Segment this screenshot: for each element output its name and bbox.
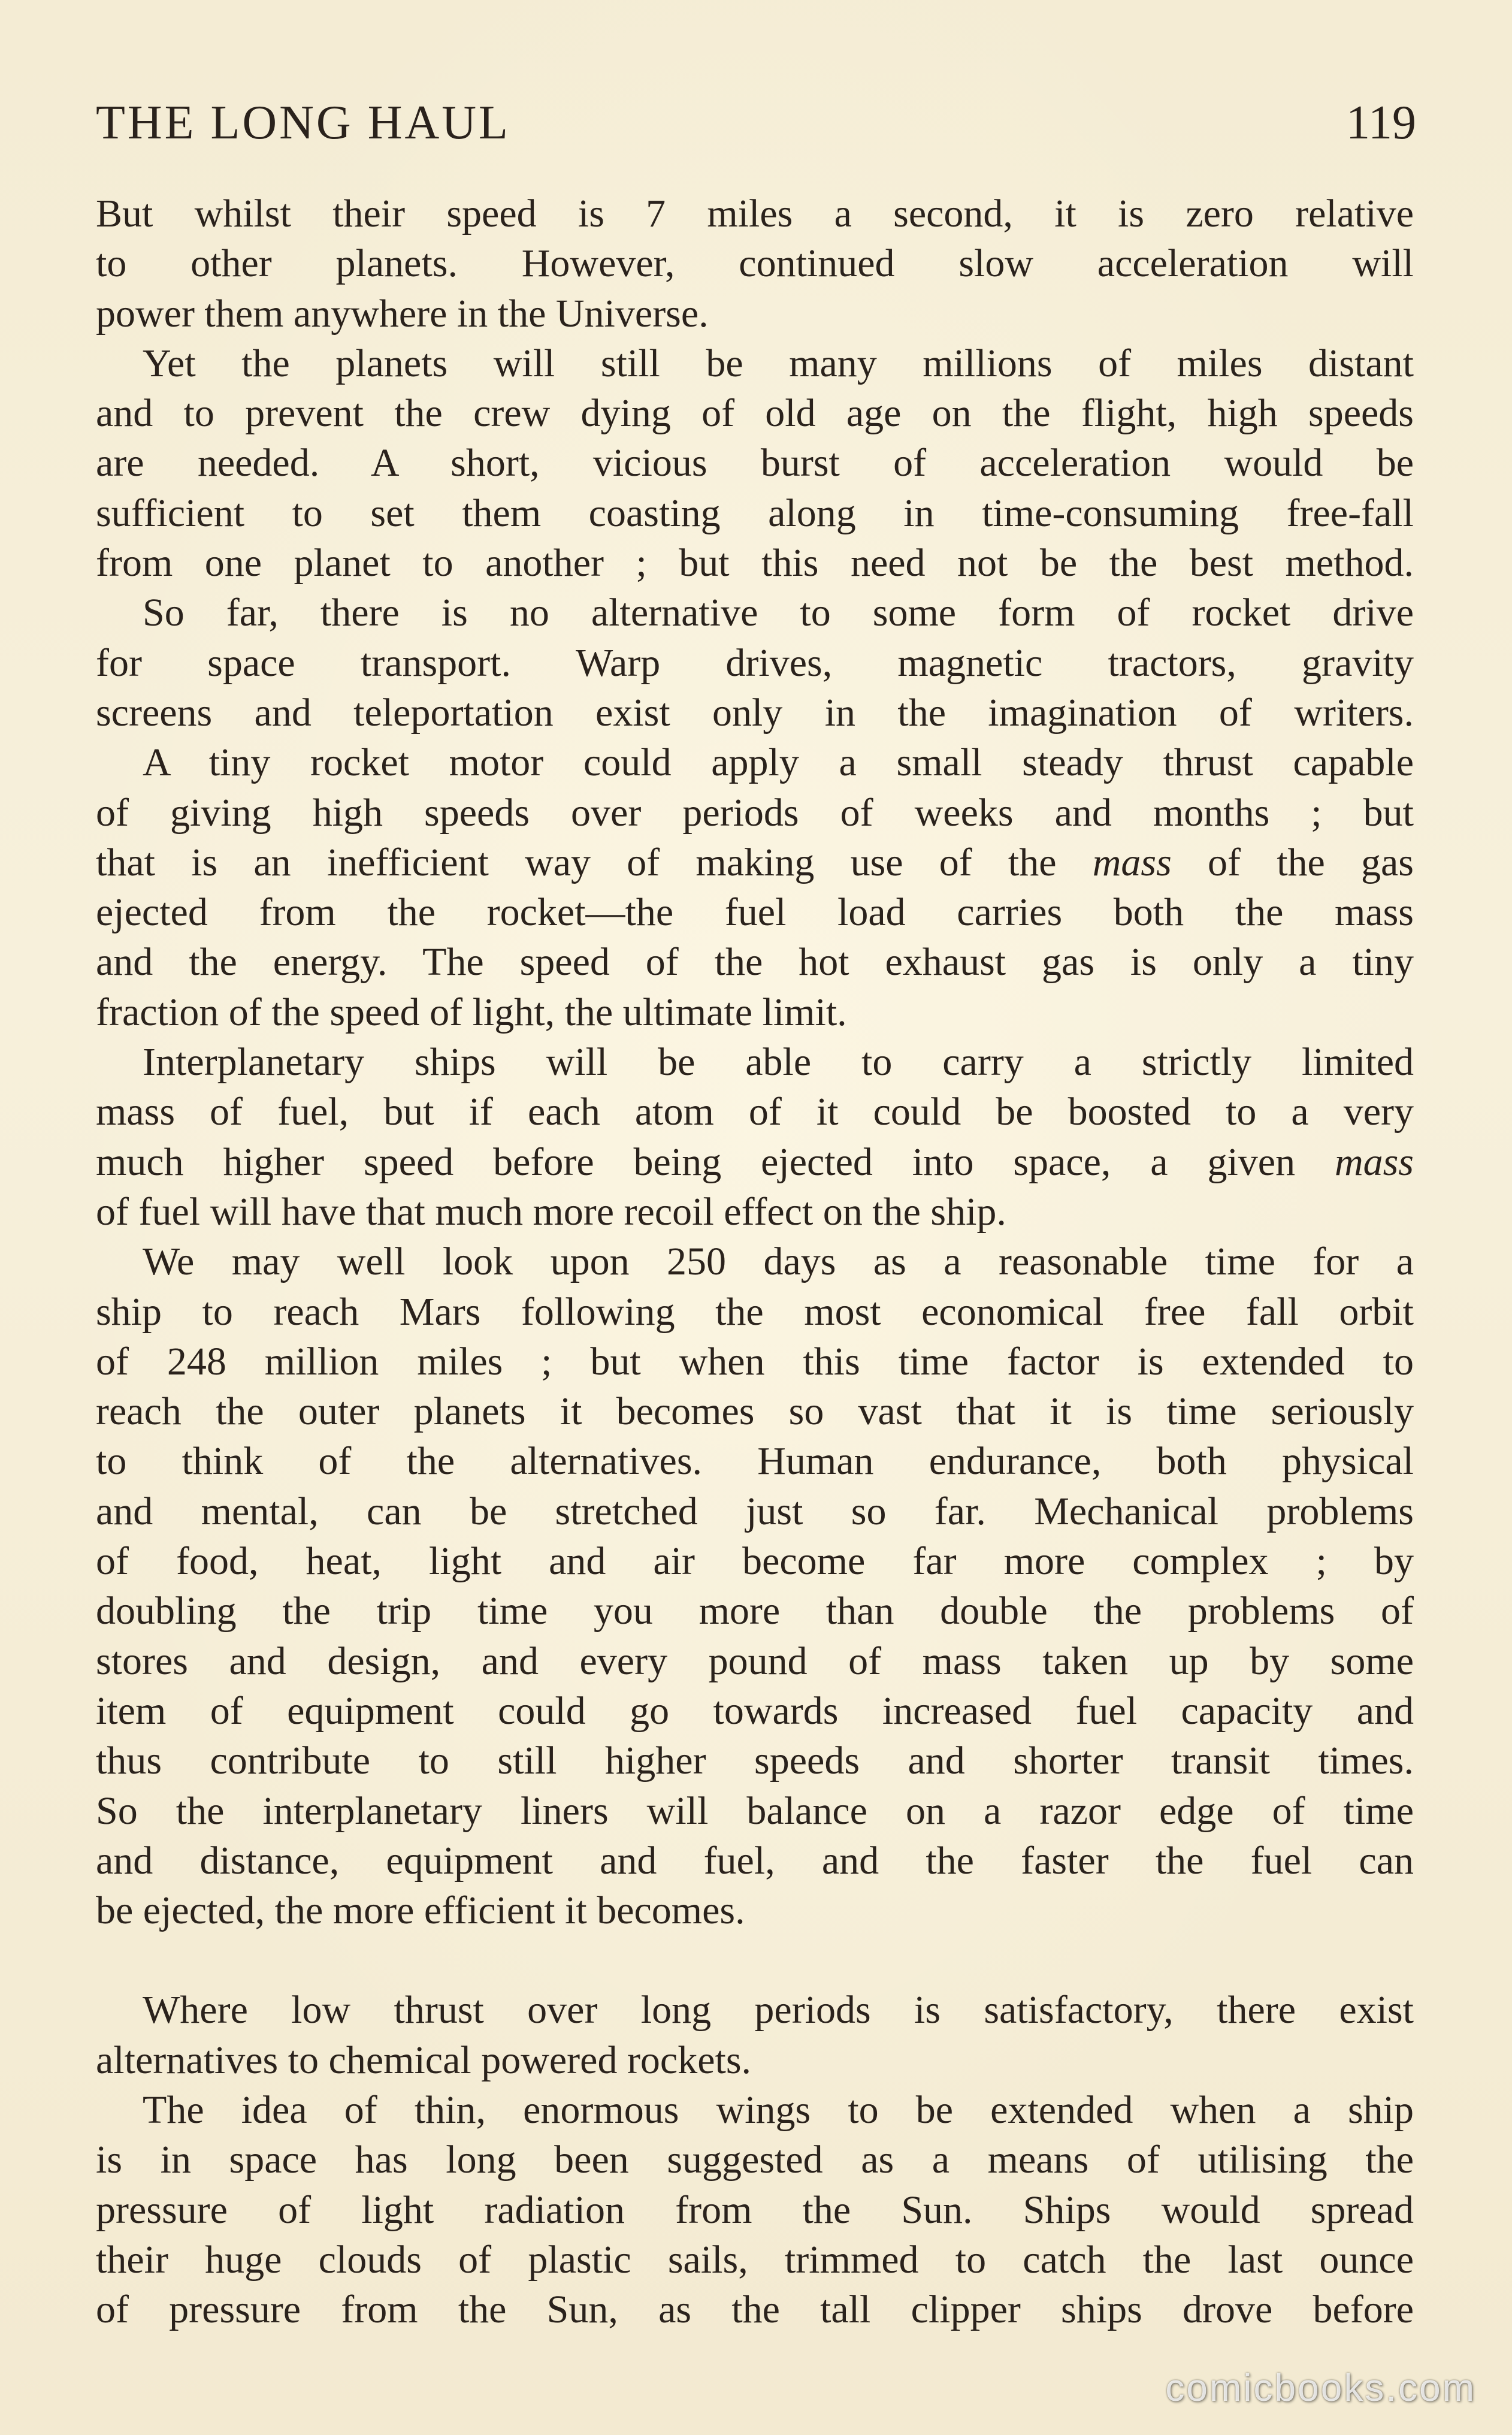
text-line [96, 1137, 1414, 1187]
text-line: of giving high speeds over periods of weeks and months ; but [96, 790, 1414, 835]
watermark: comicbooks.com [1165, 2366, 1476, 2409]
text-line: ejected from the rocket—the fuel load carries both the mass [96, 890, 1414, 935]
page-number: 119 [1345, 96, 1416, 149]
text-line: item of equipment could go towards increased fuel capacity and [96, 1688, 1414, 1733]
text-line: alternatives to chemical powered rockets. [96, 2038, 752, 2082]
text-line: and mental, can be stretched just so far. Mechanical problems [96, 1489, 1414, 1533]
text-line: So the interplanetary liners will balance on a razor edge of time [96, 1789, 1414, 1833]
text-line: Yet the planets will still be many millions of miles distant [143, 341, 1414, 385]
text-line: ship to reach Mars following the most economical free fall orbit [96, 1289, 1414, 1334]
body-text [96, 189, 1414, 2334]
text-line: to other planets. However, continued slow acceleration will [96, 241, 1414, 286]
text-line: of fuel will have that much more recoil effect on the ship. [96, 1189, 1006, 1234]
text-line: Interplanetary ships will be able to carry a strictly limited [143, 1040, 1414, 1084]
text-line: their huge clouds of plastic sails, trimmed to catch the last ounce [96, 2237, 1414, 2282]
italic-word: mass [1334, 1140, 1414, 1184]
text-line: pressure of light radiation from the Sun. Ships would spread [96, 2188, 1414, 2232]
text-line: But whilst their speed is 7 miles a second, it is zero relative [96, 192, 1414, 235]
text-segment: much higher speed before being ejected into space, a given [96, 1140, 1335, 1184]
text-line: power them anywhere in the Universe. [96, 291, 709, 336]
text-line: reach the outer planets it becomes so vast that it is time seriously [96, 1389, 1414, 1434]
text-line: Where low thrust over long periods is satisfactory, there exist [143, 1988, 1414, 2032]
text-line [96, 838, 1414, 887]
text-line: screens and teleportation exist only in the imagination of writers. [96, 690, 1414, 735]
text-line: of pressure from the Sun, as the tall clipper ships drove before [96, 2288, 1414, 2332]
text-line: and to prevent the crew dying of old age on the flight, high speeds [96, 391, 1414, 436]
text-line: So far, there is no alternative to some form of rocket drive [143, 591, 1414, 635]
text-line: A tiny rocket motor could apply a small steady thrust capable [143, 741, 1414, 785]
text-segment: that is an inefficient way of making use of the [96, 840, 1093, 884]
running-title: THE LONG HAUL [96, 96, 510, 149]
text-line: mass of fuel, but if each atom of it could be boosted to a very [96, 1090, 1414, 1134]
text-line: of food, heat, light and air become far more complex ; by [96, 1539, 1414, 1584]
section-break [96, 1935, 1414, 1985]
text-line: and the energy. The speed of the hot exhaust gas is only a tiny [96, 940, 1414, 984]
text-line: fraction of the speed of light, the ultimate limit. [96, 990, 847, 1034]
text-line: are needed. A short, vicious burst of acceleration would be [96, 441, 1414, 485]
text-line: thus contribute to still higher speeds and shorter transit times. [96, 1739, 1414, 1783]
running-head [96, 90, 1416, 156]
text-line: of 248 million miles ; but when this time factor is extended to [96, 1339, 1414, 1383]
text-line: and distance, equipment and fuel, and the faster the fuel can [96, 1838, 1414, 1883]
text-line: We may well look upon 250 days as a reasonable time for a [143, 1240, 1414, 1284]
text-line: is in space has long been suggested as a means of utilising the [96, 2138, 1414, 2182]
text-line: stores and design, and every pound of mass taken up by some [96, 1639, 1414, 1683]
text-line: from one planet to another ; but this need not be the best method. [96, 541, 1414, 585]
text-line: doubling the trip time you more than double the problems of [96, 1589, 1414, 1633]
text-line: The idea of thin, enormous wings to be extended when a ship [143, 2087, 1414, 2132]
text-line: to think of the alternatives. Human endurance, both physical [96, 1439, 1414, 1484]
italic-word: mass [1092, 840, 1172, 884]
text-line: sufficient to set them coasting along in time-consuming free-fall [96, 491, 1414, 535]
text-line: be ejected, the more efficient it becomes. [96, 1889, 745, 1933]
text-segment: of the gas [1171, 840, 1414, 884]
text-line: for space transport. Warp drives, magnetic tractors, gravity [96, 641, 1414, 685]
